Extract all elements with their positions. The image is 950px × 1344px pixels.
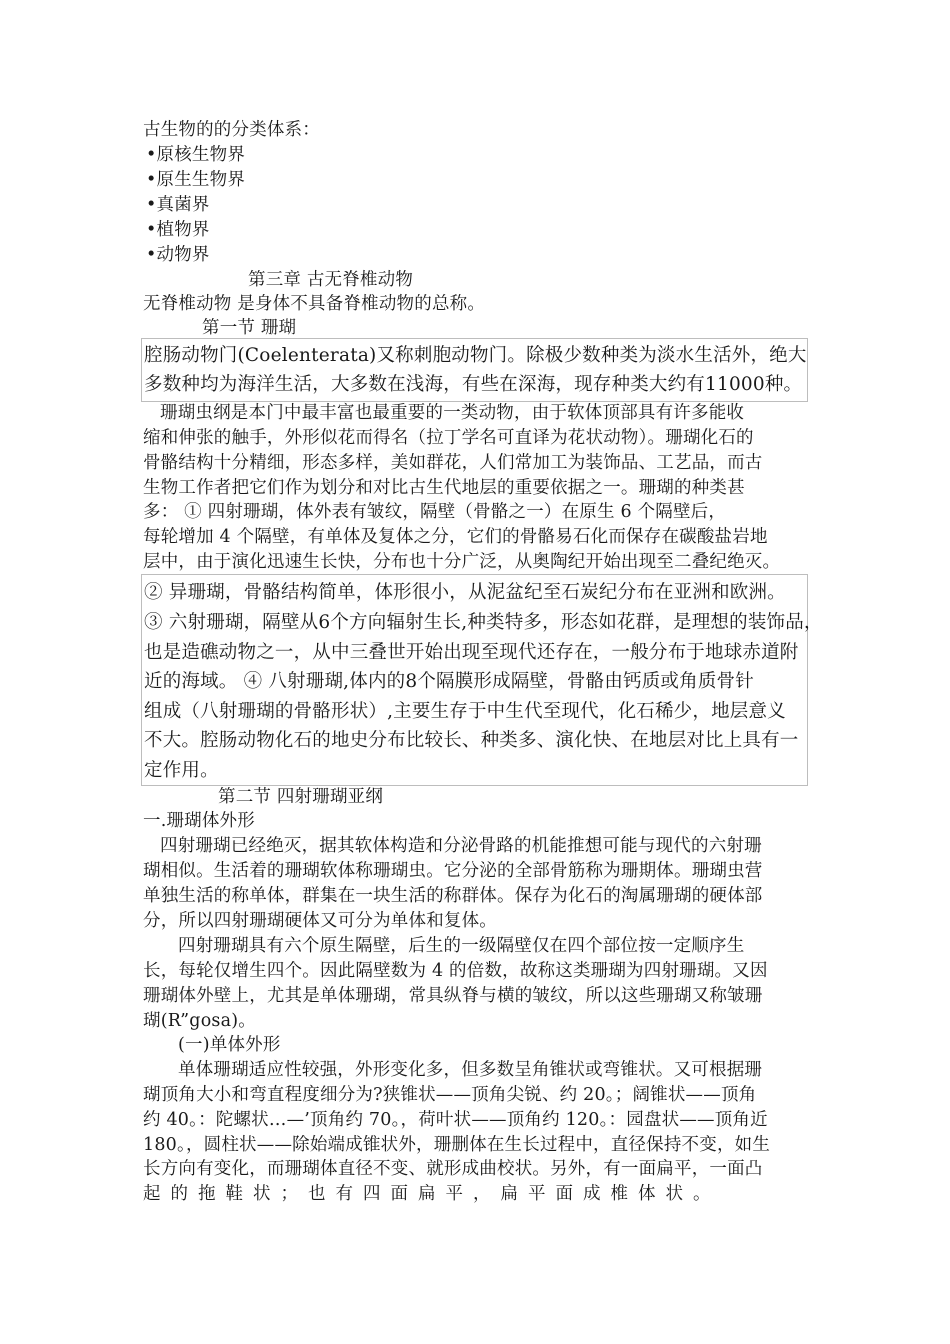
text-line: 缩和伸张的触手，外形似花而得名（拉丁学名可直译为花状动物）。珊瑚化石的 [143, 428, 754, 448]
text-line: 瑚相似。生活着的珊瑚软体称珊瑚虫。它分泌的全部骨筋称为珊期体。珊瑚虫营 [143, 861, 763, 881]
text-line: 约 40。：陀螺状…—’顶角约 70。，荷叶状——顶角约 120。：园盘状——顶角近 [143, 1110, 768, 1130]
classification-title: 古生物的的分类体系： [143, 120, 320, 140]
list-item: •原核生物界 [146, 145, 246, 165]
section-title: 第二节 四射珊瑚亚纲 [218, 787, 384, 807]
text-line: 近的海域。 ④ 八射珊瑚,体内的8个隔膜形成隔壁，骨骼由钙质或角质骨针 [144, 671, 754, 692]
text-line: ② 异珊瑚，骨骼结构简单，体形很小，从泥盆纪至石炭纪分布在亚洲和欧洲。 [144, 582, 786, 603]
highlight-box [141, 338, 808, 402]
text-line: 单独生活的称单体，群集在一块生活的称群体。保存为化石的淘属珊瑚的硬体部 [143, 886, 763, 906]
text-line: 腔肠动物门(Coelenterata)又称刺胞动物门。除极少数种类为淡水生活外，绝大 [144, 345, 807, 366]
text-line: 不大。腔肠动物化石的地史分布比较长、种类多、演化快、在地层对比上具有一 [144, 730, 799, 751]
text-line: 定作用。 [144, 760, 219, 781]
list-item: •真菌界 [146, 195, 210, 215]
text-line: ③ 六射珊瑚，隔壁从6个方向辐射生长,种类特多，形态如花群，是理想的装饰品， [144, 612, 823, 633]
text-line: 单体珊瑚适应性较强，外形变化多，但多数呈角锥状或弯锥状。又可根据珊 [178, 1060, 763, 1080]
chapter-title: 第三章 古无脊椎动物 [248, 270, 414, 290]
list-item: •动物界 [146, 245, 210, 265]
text-line: 四射珊瑚已经绝灭，据其软体构造和分泌骨路的机能推想可能与现代的六射珊 [160, 836, 762, 856]
text-line: 珊瑚虫纲是本门中最丰富也最重要的一类动物，由于软体顶部具有许多能收 [160, 403, 745, 423]
list-item: •植物界 [146, 220, 210, 240]
section-title: 第一节 珊瑚 [202, 318, 297, 338]
text-line: 骨骼结构十分精细，形态多样，美如群花，人们常加工为装饰品、工艺品，而古 [143, 453, 763, 473]
text-line: 瑚(R”gosa)。 [143, 1011, 256, 1031]
text-line: 珊瑚体外壁上，尤其是单体珊瑚，常具纵脊与横的皱纹，所以这些珊瑚又称皱珊 [143, 986, 763, 1006]
text-line: 瑚顶角大小和弯直程度细分为?狭锥状——顶角尖锐、约 20。；阔锥状——顶角 [143, 1085, 757, 1105]
text-line: 180。，圆柱状——除始端成锥状外，珊删体在生长过程中，直径保持不变，如生 [143, 1135, 771, 1155]
text-line: 起的拖鞋状；也有四面扁平，扁平面成椎体状。 [143, 1184, 721, 1204]
text-line: 多： ① 四射珊瑚，体外表有皱纹，隔壁（骨骼之一）在原生 6 个隔壁后， [143, 502, 727, 522]
text-line: 长，每轮仅增生四个。因此隔壁数为 4 的倍数，故称这类珊瑚为四射珊瑚。又因 [143, 961, 768, 981]
highlight-box [141, 574, 823, 786]
text-line: 也是造礁动物之一，从中三叠世开始出现至现代还存在，一般分布于地球赤道附 [144, 642, 799, 663]
list-item: •原生生物界 [146, 170, 246, 190]
text-line: 长方向有变化，而珊瑚体直径不变、就形成曲校状。另外，有一面扁平，一面凸 [143, 1159, 763, 1179]
chapter-definition: 无脊椎动物 是身体不具备脊椎动物的总称。 [143, 294, 486, 314]
text-line: 生物工作者把它们作为划分和对比古生代地层的重要依据之一。珊瑚的种类甚 [143, 478, 745, 498]
text-line: 四射珊瑚具有六个原生隔壁，后生的一级隔壁仅在四个部位按一定顺序生 [178, 936, 745, 956]
text-line: 组成（八射珊瑚的骨骼形状）,主要生存于中生代至现代，化石稀少，地层意义 [144, 701, 786, 722]
text-line: 层中，由于演化迅速生长快，分布也十分广泛，从奥陶纪开始出现至二叠纪绝灭。 [143, 552, 781, 572]
text-line: 多数种均为海洋生活，大多数在浅海，有些在深海，现存种类大约有11000种。 [144, 374, 803, 395]
text-line: 每轮增加 4 个隔壁，有单体及复体之分，它们的骨骼易石化而保存在碳酸盐岩地 [143, 527, 768, 547]
text-line: 分，所以四射珊瑚硬体又可分为单体和复体。 [143, 911, 497, 931]
subsection-title: (一)单体外形 [178, 1035, 281, 1055]
subsection-title: 一.珊瑚体外形 [143, 811, 255, 831]
